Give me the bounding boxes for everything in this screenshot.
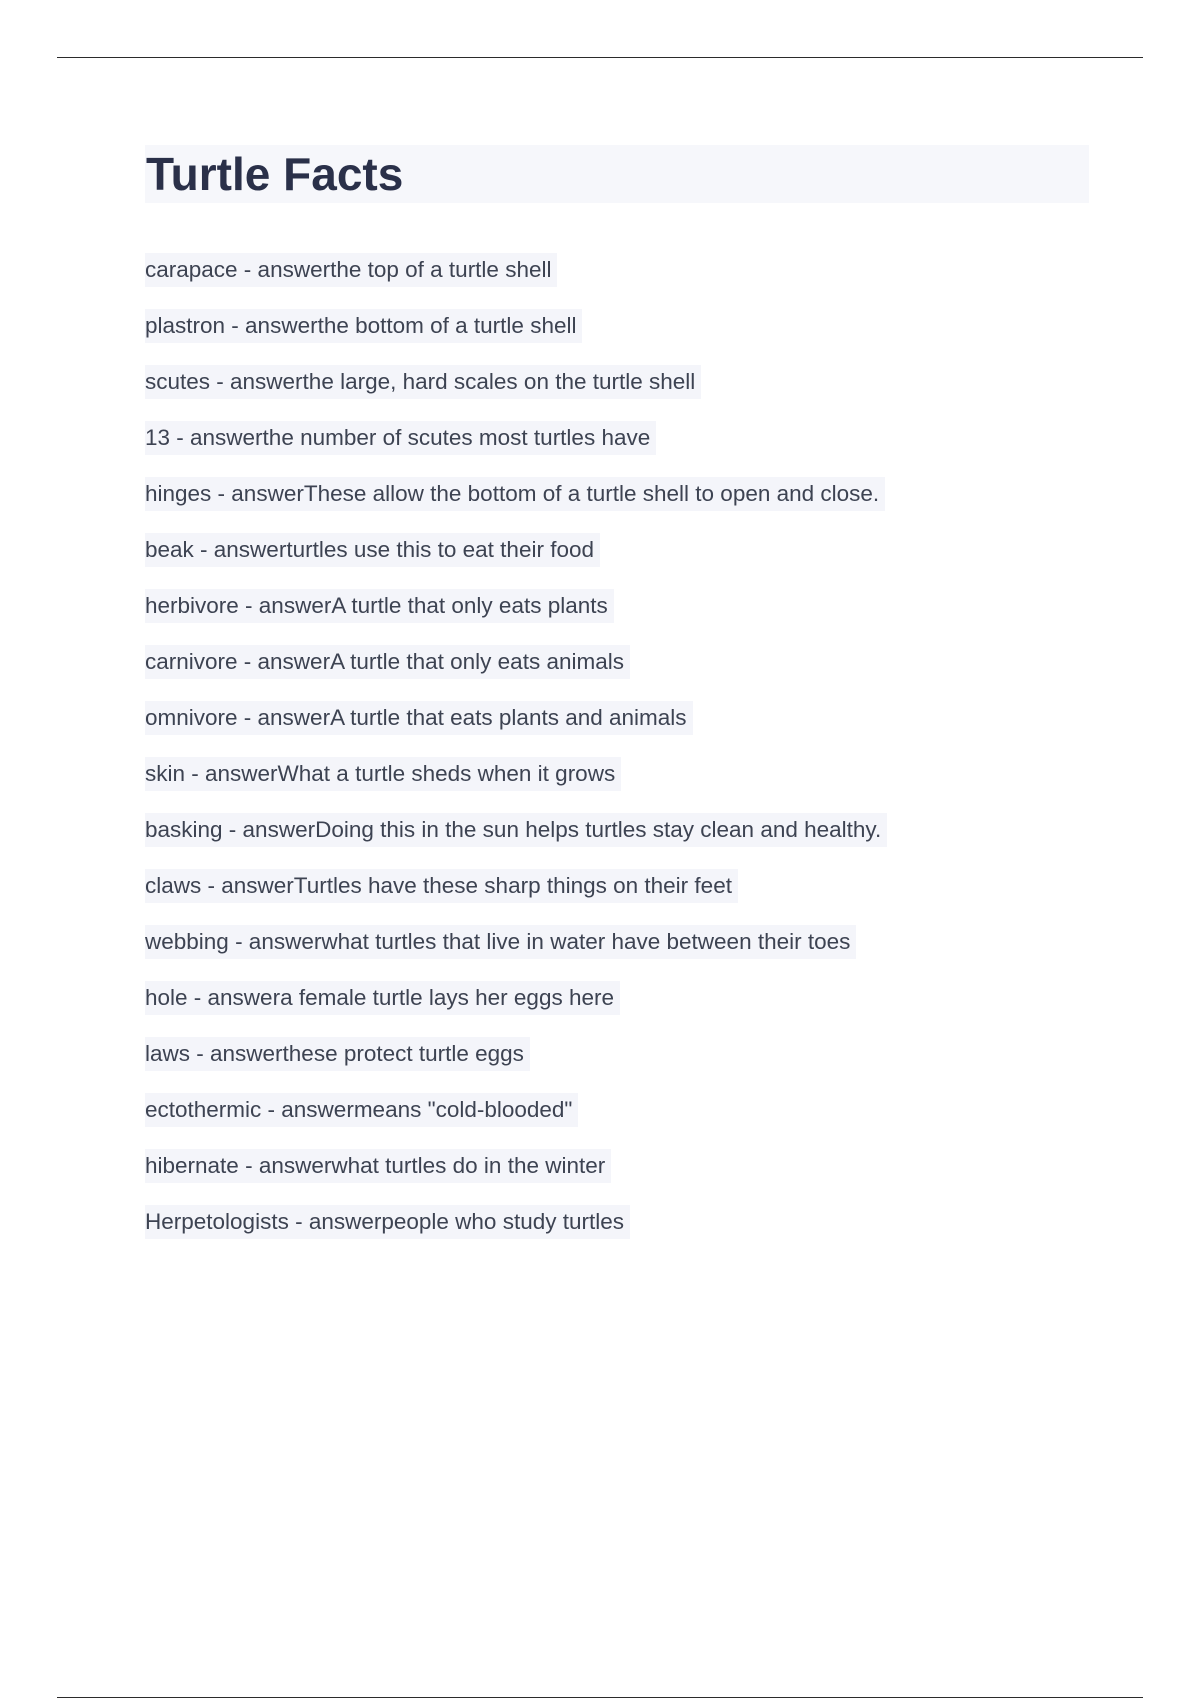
list-item [145,1037,1095,1093]
list-item [145,1205,1095,1261]
qa-text: webbing - answerwhat turtles that live in water have between their toes [145,925,856,959]
qa-text: hibernate - answerwhat turtles do in the winter [145,1149,611,1183]
list-item [145,421,1095,477]
qa-list [145,253,1095,1261]
list-item [145,813,1095,869]
list-item [145,701,1095,757]
qa-text: laws - answerthese protect turtle eggs [145,1037,530,1071]
list-item [145,253,1095,309]
qa-text: hinges - answerThese allow the bottom of a turtle shell to open and close. [145,477,885,511]
list-item [145,869,1095,925]
qa-text: carnivore - answerA turtle that only eats animals [145,645,630,679]
list-item [145,533,1095,589]
qa-text: omnivore - answerA turtle that eats plants and animals [145,701,693,735]
list-item [145,1149,1095,1205]
qa-text: carapace - answerthe top of a turtle shell [145,253,557,287]
list-item [145,925,1095,981]
list-item [145,757,1095,813]
list-item [145,365,1095,421]
qa-text: skin - answerWhat a turtle sheds when it grows [145,757,621,791]
list-item [145,589,1095,645]
list-item [145,477,1095,533]
qa-text: hole - answera female turtle lays her eggs here [145,981,620,1015]
qa-text: claws - answerTurtles have these sharp things on their feet [145,869,738,903]
list-item [145,981,1095,1037]
qa-text: herbivore - answerA turtle that only eats plants [145,589,614,623]
bottom-divider [57,1697,1143,1698]
qa-text: beak - answerturtles use this to eat their food [145,533,600,567]
list-item [145,309,1095,365]
qa-text: ectothermic - answermeans "cold-blooded" [145,1093,578,1127]
qa-text: Herpetologists - answerpeople who study turtles [145,1205,630,1239]
page-title: Turtle Facts [146,148,404,200]
list-item [145,645,1095,701]
list-item [145,1093,1095,1149]
qa-text: 13 - answerthe number of scutes most turtles have [145,421,656,455]
qa-text: scutes - answerthe large, hard scales on the turtle shell [145,365,701,399]
qa-text: plastron - answerthe bottom of a turtle shell [145,309,582,343]
top-divider [57,57,1143,58]
qa-text: basking - answerDoing this in the sun helps turtles stay clean and healthy. [145,813,887,847]
